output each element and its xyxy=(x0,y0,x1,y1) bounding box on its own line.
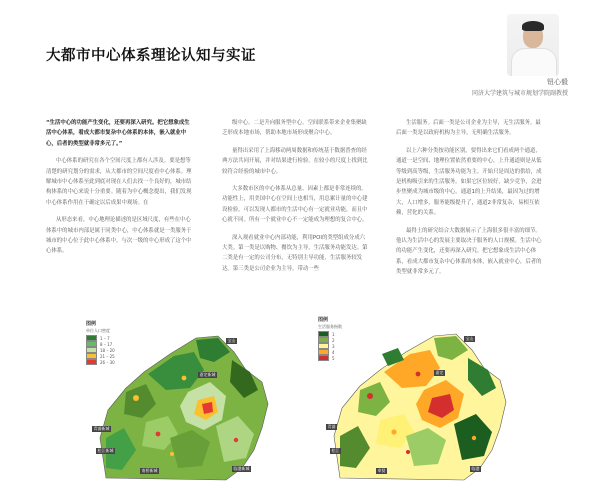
body-paragraph: 最得土的研究结合大数据展示了上海很多很丰富的细节。他认为生活中心的发展主要取决于服务的人口规模。生活中心的功能产生变化，还要再深入研究。把它想象成生活中心体系，看成大都市复杂中心体系的本体，嵌入就业中心，后者的类型就非常多元了。 xyxy=(396,227,542,276)
author-name: 钮心毅 xyxy=(547,78,568,86)
map-label: 嘉定 xyxy=(435,370,444,375)
map-label: 宝山 xyxy=(465,336,474,341)
map-label: 临港新城 xyxy=(233,466,250,471)
legend-swatch xyxy=(86,359,97,365)
body-paragraph: 以上六种分类按功能区别，要得出来它们看成两个通道，通道一是空间、地理位置依然重要的中心，上升通道则是从低等级到高等级，生活服务功能为主。开始只是周边的供给，成是机构吸引来的生活服务。如果它区位较好，缺少竞争，会进步焦聚成为城市级的中心。通道1的上升结果，最因为过的增大，人口增多，服务能级提升了，通道2非常复杂，易相互依赖，营化的关系。 xyxy=(396,147,542,217)
map-label: 松江 xyxy=(331,448,340,453)
article-title: 大都市中心体系理论认知与实证 xyxy=(46,48,256,64)
body-paragraph: 量得出采用了上海移动两周数据和传统基于数据普查的经典方法共同开展，并对结果进行检验。在较小的尺度上找到比较符合经验的城市中心。 xyxy=(222,147,368,175)
map-label: 青浦 xyxy=(327,424,336,429)
legend-swatch xyxy=(318,355,329,361)
map-label: 临港 xyxy=(471,466,480,471)
legend-label: 1 – 7 xyxy=(100,335,110,341)
map-legend xyxy=(86,335,115,365)
map-svg xyxy=(318,312,518,482)
map-legend-heading: 图例 xyxy=(318,317,329,323)
map-label: 嘉定新城 xyxy=(199,372,216,377)
legend-label: 3 xyxy=(332,343,335,349)
legend-label: 8 – 17 xyxy=(100,341,113,347)
legend-label: 1 xyxy=(332,331,335,337)
density-map xyxy=(86,318,276,482)
text-column-2 xyxy=(222,118,368,281)
legend-item xyxy=(318,355,335,361)
map-label: 宝山 xyxy=(227,338,236,343)
body-paragraph: 大多数市区的中心体系从总量、因素上都是非常连续的。功能性上，用美国中心在空间上也相当，用总累计量的中心建设检验，可以发现人都市的生活中心有一定就业功能，而且中心就不同。所有一个就业中心不一定能成为理想的复合中心。 xyxy=(222,186,368,224)
lead-paragraph: “生活中心的功能产生变化，还要再深入研究。把它想象成生活中心体系，看成大都市复杂中心体系的本体，嵌入就业中心，后者的类型就非常多元了。” xyxy=(46,120,190,147)
legend-label: 21 – 25 xyxy=(100,353,115,359)
author-photo xyxy=(507,14,559,76)
legend-item xyxy=(86,359,115,365)
author-affiliation: 同济大学建筑与城市规划学院副教授 xyxy=(471,90,568,97)
map-legend xyxy=(318,331,335,361)
map-label: 南桥新城 xyxy=(141,468,158,473)
map-legend-title: 生活服务指数 xyxy=(318,324,342,329)
legend-label: 26 – 30 xyxy=(100,359,115,365)
body-paragraph: 生活服务。后面一类是公司企业为主导，无生活服务。最后面一类是以政府机构为主导，无明确生活服务。 xyxy=(396,120,541,137)
body-paragraph: 从形态来看，中心地理论描述的是区域尺度，有些在中心体系中的城市内部是属于同类中心，中心体系就是一类服务于城市的中心位于此中心体系中，与次一级的中心形成了这个中心体系。 xyxy=(46,217,192,255)
service-map xyxy=(318,312,518,482)
legend-label: 2 xyxy=(332,337,335,343)
text-column-1 xyxy=(46,118,192,264)
map-label: 奉贤 xyxy=(377,468,386,473)
body-paragraph: 深入观看就业中心内部功能，利用POI的类型组成分成六大类。第一类是以购物、餐饮为主导，生活服务功能发达。第二类是有一定的公司分布，无特别主导功能，生活服务较发达。第三类是公司企业为主导，带动一些 xyxy=(222,234,368,272)
map-label: 青浦新城 xyxy=(93,426,110,431)
map-legend-title: 单位人口密度 xyxy=(86,328,110,333)
legend-label: 4 xyxy=(332,349,335,355)
legend-label: 18 – 20 xyxy=(100,347,115,353)
map-label: 松江新城 xyxy=(97,448,114,453)
map-legend-heading: 图例 xyxy=(86,321,97,327)
text-column-3 xyxy=(396,118,542,285)
body-paragraph: 级中心。二是升向服务型中心。空间联系带来企业集聚缺乏形成本地市场，帮助本地市场形成聚合中心。 xyxy=(222,120,367,137)
body-paragraph: 中心体系的研究在各个空间尺度上都有人涉及。要是想等清楚的研究划分的需求，从大都市的空间尺度看中心体系。理解城市中心体系至此到底对现在人们去找一个良好的，城市结构体系的中心来说十分重要。随着为中心概念提出，我们发现中心体系作用在于确定以后成果中观场。在 xyxy=(46,158,192,206)
legend-label: 5 xyxy=(332,355,335,361)
